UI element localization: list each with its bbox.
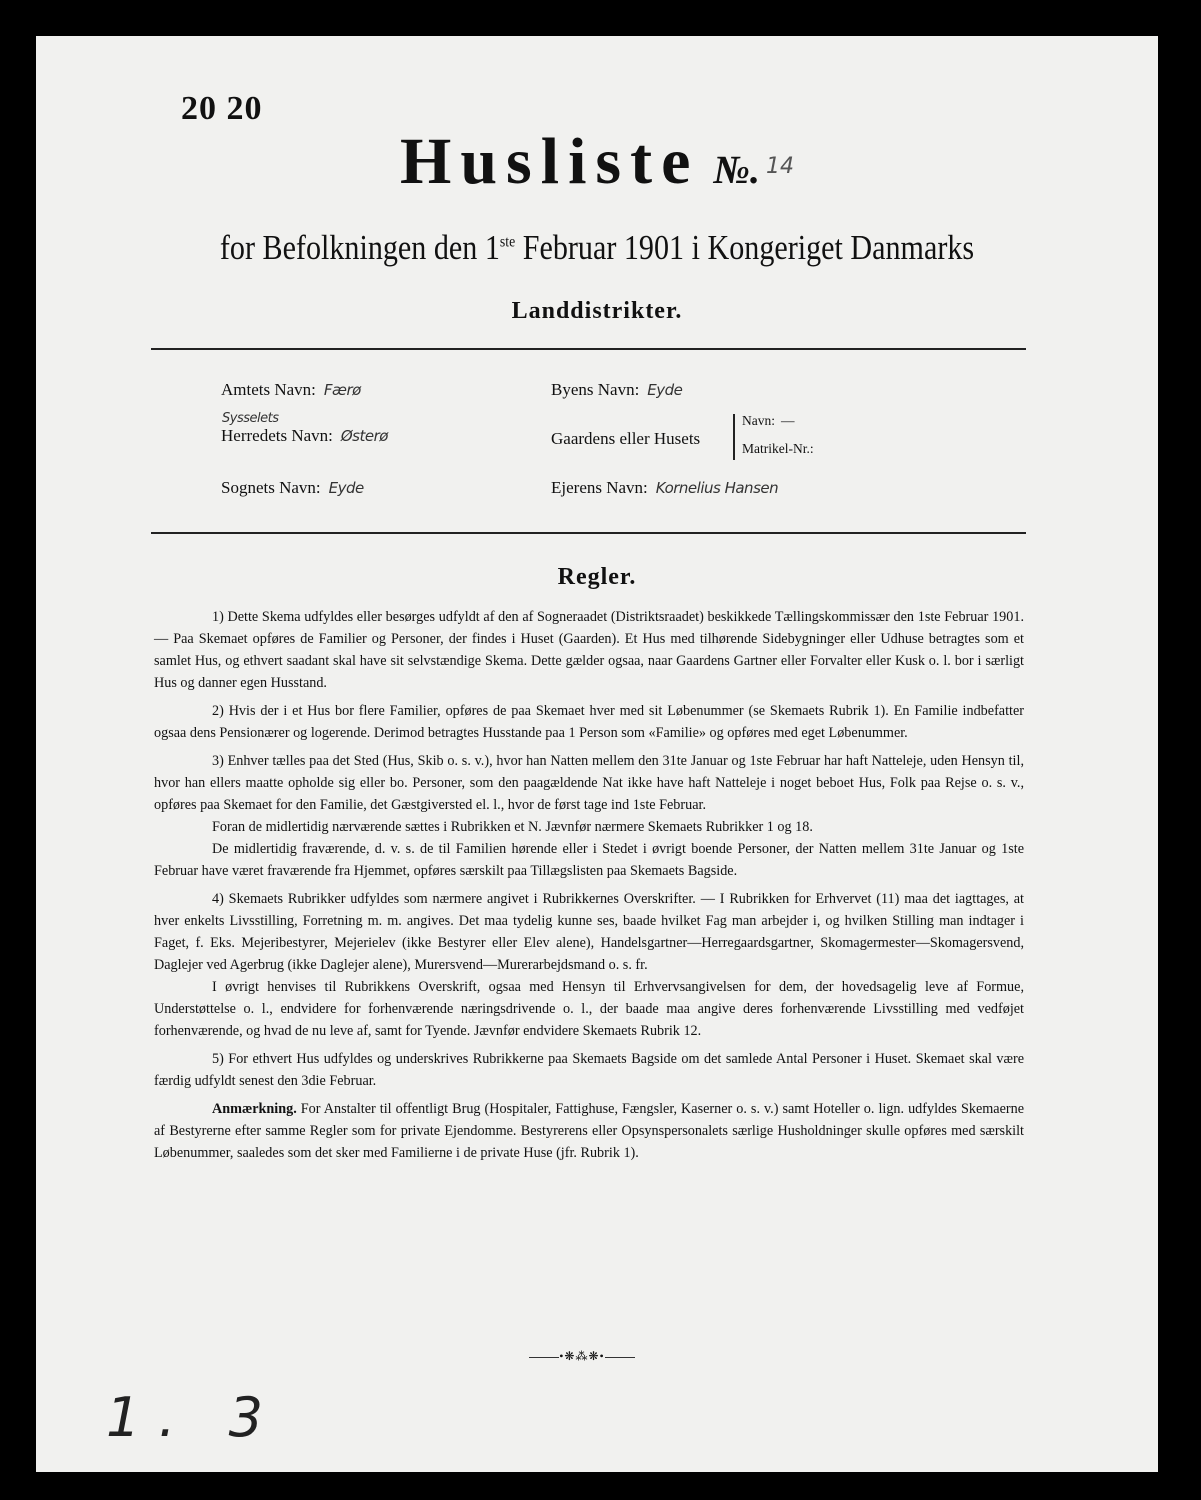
- document-title: Husliste: [400, 125, 700, 198]
- navn-value: —: [781, 413, 795, 428]
- gaard-label: Gaardens eller Husets: [551, 429, 701, 448]
- ornament: [507, 1349, 657, 1364]
- sogn-field: [221, 478, 364, 498]
- ejer-field: [551, 478, 778, 498]
- gaard-brace: [733, 414, 735, 460]
- navn-field: [742, 413, 795, 429]
- herred-label: Herredets Navn:: [221, 426, 333, 445]
- rule-4b: I øvrigt henvises til Rubrikkens Overskrift, ogsaa med Hensyn til Erhvervsangivelsen for dem, der hovedsagelig leve af Formue, Understøttelse o. l., endvidere for forhenværende næringsdrivende o. l., der baade maa angive deres forhenværende Livsstilling med vedføjet forhenværende, og hvad de nu leve af, samt for Tyende. Jævnfør endvidere Skemaets Rubrik 12.: [154, 979, 1024, 1039]
- list-number-handwritten: 14: [765, 154, 794, 179]
- by-value: Eyde: [647, 381, 683, 399]
- subtitle-sup: ste: [499, 233, 516, 251]
- sogn-value: Eyde: [328, 479, 364, 497]
- rule-3c: De midlertidig fraværende, d. v. s. de til Familien hørende eller i Stedet i øvrigt boende Personer, der Natten mellem 31te Januar og 1ste Februar have været fraværende fra Hjemmet, opføres særskilt paa Tillægslisten paa Skemaets Bagside.: [154, 841, 1024, 879]
- rule-5: 5) For ethvert Hus udfyldes og underskrives Rubrikkerne paa Skemaets Bagside om det samlede Antal Personer i Huset. Skemaet skal være færdig udfyldt senest den 3die Februar.: [154, 1051, 1024, 1089]
- page-mark-handwritten: 1. 3: [106, 1386, 282, 1449]
- ornament-line-right: [605, 1357, 635, 1358]
- herred-above-value: Sysselets: [222, 411, 279, 426]
- rules-text: [154, 606, 1024, 1170]
- ejer-value: Kornelius Hansen: [655, 479, 779, 497]
- by-field: [551, 380, 682, 400]
- herred-above-field: [222, 410, 278, 426]
- census-sheet: [36, 36, 1158, 1472]
- remark-label: Anmærkning.: [212, 1101, 297, 1117]
- remark-text: For Anstalter til offentligt Brug (Hospitaler, Fattighuse, Fængsler, Kaserner o. s. v.) samt Hoteller o. lign. udfyldes Skemaerne af Bestyrerne efter samme Regler som for private Ejendomme. Bestyrerens eller Opsynspersonalets særlige Husholdninger skulle opføres med særskilt Løbenummer, saaledes som det sker med Familierne i de private Huse (jfr. Rubrik 1).: [154, 1101, 1024, 1161]
- sheet-number: 20 20: [181, 90, 263, 127]
- matrikel-field: [742, 441, 814, 457]
- sogn-label: Sognets Navn:: [221, 478, 321, 497]
- rule-2: 2) Hvis der i et Hus bor flere Familier, opføres de paa Skemaet hver med sit Løbenummer (se Skemaets Rubrik 1). En Familie indbefatter ogsaa dens Pensionærer og logerende. Derimod betragtes Husstande paa 1 Person som «Familie» og opføres med eget Løbenummer.: [154, 703, 1024, 741]
- ornament-glyphs: •❋⁂❋•: [559, 1349, 605, 1363]
- herred-field: [221, 426, 388, 446]
- amt-label: Amtets Navn:: [221, 380, 316, 399]
- top-divider: [151, 348, 1026, 350]
- title-row: [36, 124, 1158, 200]
- bottom-divider: [151, 532, 1026, 534]
- ornament-line-left: [529, 1357, 559, 1358]
- by-label: Byens Navn:: [551, 380, 640, 399]
- rule-4: 4) Skemaets Rubrikker udfyldes som nærmere angivet i Rubrikkernes Overskrifter. — I Rubrikken for Erhvervet (11) maa det iagttages, at hver enkelts Livsstilling, Forretning m. m. angives. Det maa tydelig kunne ses, baade hvilket Fag man arbejder i, og hvilken Stilling man indtager i Faget, f. Eks. Mejeribestyrer, Mejerielev (ikke Bestyrer eller Elev alene), Handelsgartner—Herregaardsgartner, Skomagermester—Skomagersvend, Daglejer ved Agerbrug (ikke Daglejer alene), Murersvend—Murerarbejdsmand o. s. fr.: [154, 891, 1024, 973]
- district-type: Landdistrikter.: [511, 298, 683, 324]
- document-subtitle: [115, 228, 1080, 268]
- number-mark: №.: [713, 147, 760, 192]
- remark: [154, 1098, 1024, 1164]
- rule-3: 3) Enhver tælles paa det Sted (Hus, Skib o. s. v.), hvor han Natten mellem den 31te Januar og 1ste Februar har haft Natteleje, uden Hensyn til, hvor han ellers maatte opholde sig eller bo. Personer, som den paagældende Nat ikke have haft Natteleje i noget beboet Hus, Folk paa Rejse o. s. v., opføres paa Skemaet for den Familie, det Gæstgiversted el. l., hvor de først tage ind 1ste Februar.: [154, 753, 1024, 813]
- amt-value: Færø: [323, 381, 361, 399]
- matrikel-label: Matrikel-Nr.:: [742, 441, 814, 456]
- rule-3b: Foran de midlertidig nærværende sættes i Rubrikken et N. Jævnfør nærmere Skemaets Rubrikker 1 og 18.: [212, 819, 813, 835]
- navn-label: Navn:: [742, 413, 775, 428]
- rule-1: 1) Dette Skema udfyldes eller besørges udfyldt af den af Sogneraadet (Distriktsraadet) beskikkede Tællingskommissær den 1ste Februar 1901. — Paa Skemaet opføres de Familier og Personer, der findes i Huset (Gaarden). Et Hus med tilhørende Sidebygninger eller Udhuse betragtes som et samlet Hus, og ethvert saadant skal have sit selvstændige Skema. Dette gælder ogsaa, naar Gaardens Gartner eller Forvalter eller Kusk o. l. bor i særligt Hus og danner egen Husstand.: [154, 609, 1024, 691]
- ejer-label: Ejerens Navn:: [551, 478, 648, 497]
- amt-field: [221, 380, 361, 400]
- herred-value: Østerø: [340, 427, 388, 445]
- subtitle-post: Februar 1901 i Kongeriget Danmarks: [515, 228, 975, 267]
- rules-heading: Regler.: [557, 564, 637, 590]
- subtitle-pre: for Befolkningen den 1: [219, 228, 500, 267]
